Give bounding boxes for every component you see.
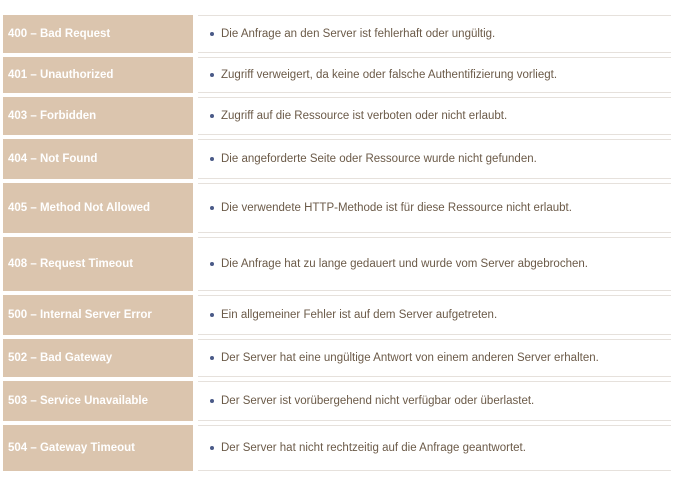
status-description-text: Zugriff verweigert, da keine oder falsche Authentifizierung vorliegt. xyxy=(221,69,558,81)
status-description-text: Die angeforderte Seite oder Ressource wurde nicht gefunden. xyxy=(221,153,537,165)
bullet-icon xyxy=(210,73,214,77)
status-description-text: Zugriff auf die Ressource ist verboten oder nicht erlaubt. xyxy=(221,110,508,122)
table-row xyxy=(3,237,671,291)
status-code-cell: 403 – Forbidden xyxy=(3,97,193,135)
table-row xyxy=(3,139,671,179)
status-code-cell: 503 – Service Unavailable xyxy=(3,381,193,421)
status-description-text: Der Server ist vorübergehend nicht verfügbar oder überlastet. xyxy=(221,395,535,407)
table-row xyxy=(3,381,671,421)
status-code-table xyxy=(3,15,671,475)
table-row xyxy=(3,57,671,93)
table-row xyxy=(3,97,671,135)
status-description-text: Die verwendete HTTP-Methode ist für diese Ressource nicht erlaubt. xyxy=(221,202,572,214)
status-description-text: Der Server hat eine ungültige Antwort von einem anderen Server erhalten. xyxy=(221,352,599,364)
status-code-cell: 400 – Bad Request xyxy=(3,15,193,53)
status-code-cell: 408 – Request Timeout xyxy=(3,237,193,291)
bullet-icon xyxy=(210,262,214,266)
status-description-cell xyxy=(198,139,671,179)
status-code-cell: 502 – Bad Gateway xyxy=(3,339,193,377)
bullet-icon xyxy=(210,157,214,161)
status-code-cell: 500 – Internal Server Error xyxy=(3,295,193,335)
table-row xyxy=(3,425,671,471)
table-row xyxy=(3,295,671,335)
bullet-icon xyxy=(210,206,214,210)
status-description-text: Der Server hat nicht rechtzeitig auf die Anfrage geantwortet. xyxy=(221,442,526,454)
bullet-icon xyxy=(210,446,214,450)
table-row xyxy=(3,339,671,377)
status-description-text: Ein allgemeiner Fehler ist auf dem Server aufgetreten. xyxy=(221,309,498,321)
status-code-cell: 404 – Not Found xyxy=(3,139,193,179)
status-description-cell xyxy=(198,183,671,233)
bullet-icon xyxy=(210,356,214,360)
status-code-cell: 504 – Gateway Timeout xyxy=(3,425,193,471)
status-description-text: Die Anfrage an den Server ist fehlerhaft oder ungültig. xyxy=(221,28,496,40)
bullet-icon xyxy=(210,32,214,36)
status-description-cell xyxy=(198,381,671,421)
status-description-text: Die Anfrage hat zu lange gedauert und wurde vom Server abgebrochen. xyxy=(221,258,588,270)
bullet-icon xyxy=(210,399,214,403)
status-description-cell xyxy=(198,237,671,291)
table-row xyxy=(3,15,671,53)
status-description-cell xyxy=(198,97,671,135)
status-description-cell xyxy=(198,425,671,471)
status-description-cell xyxy=(198,339,671,377)
status-description-cell xyxy=(198,295,671,335)
bullet-icon xyxy=(210,114,214,118)
status-description-cell xyxy=(198,57,671,93)
status-code-cell: 405 – Method Not Allowed xyxy=(3,183,193,233)
table-row xyxy=(3,183,671,233)
status-code-cell: 401 – Unauthorized xyxy=(3,57,193,93)
status-description-cell xyxy=(198,15,671,53)
bullet-icon xyxy=(210,313,214,317)
